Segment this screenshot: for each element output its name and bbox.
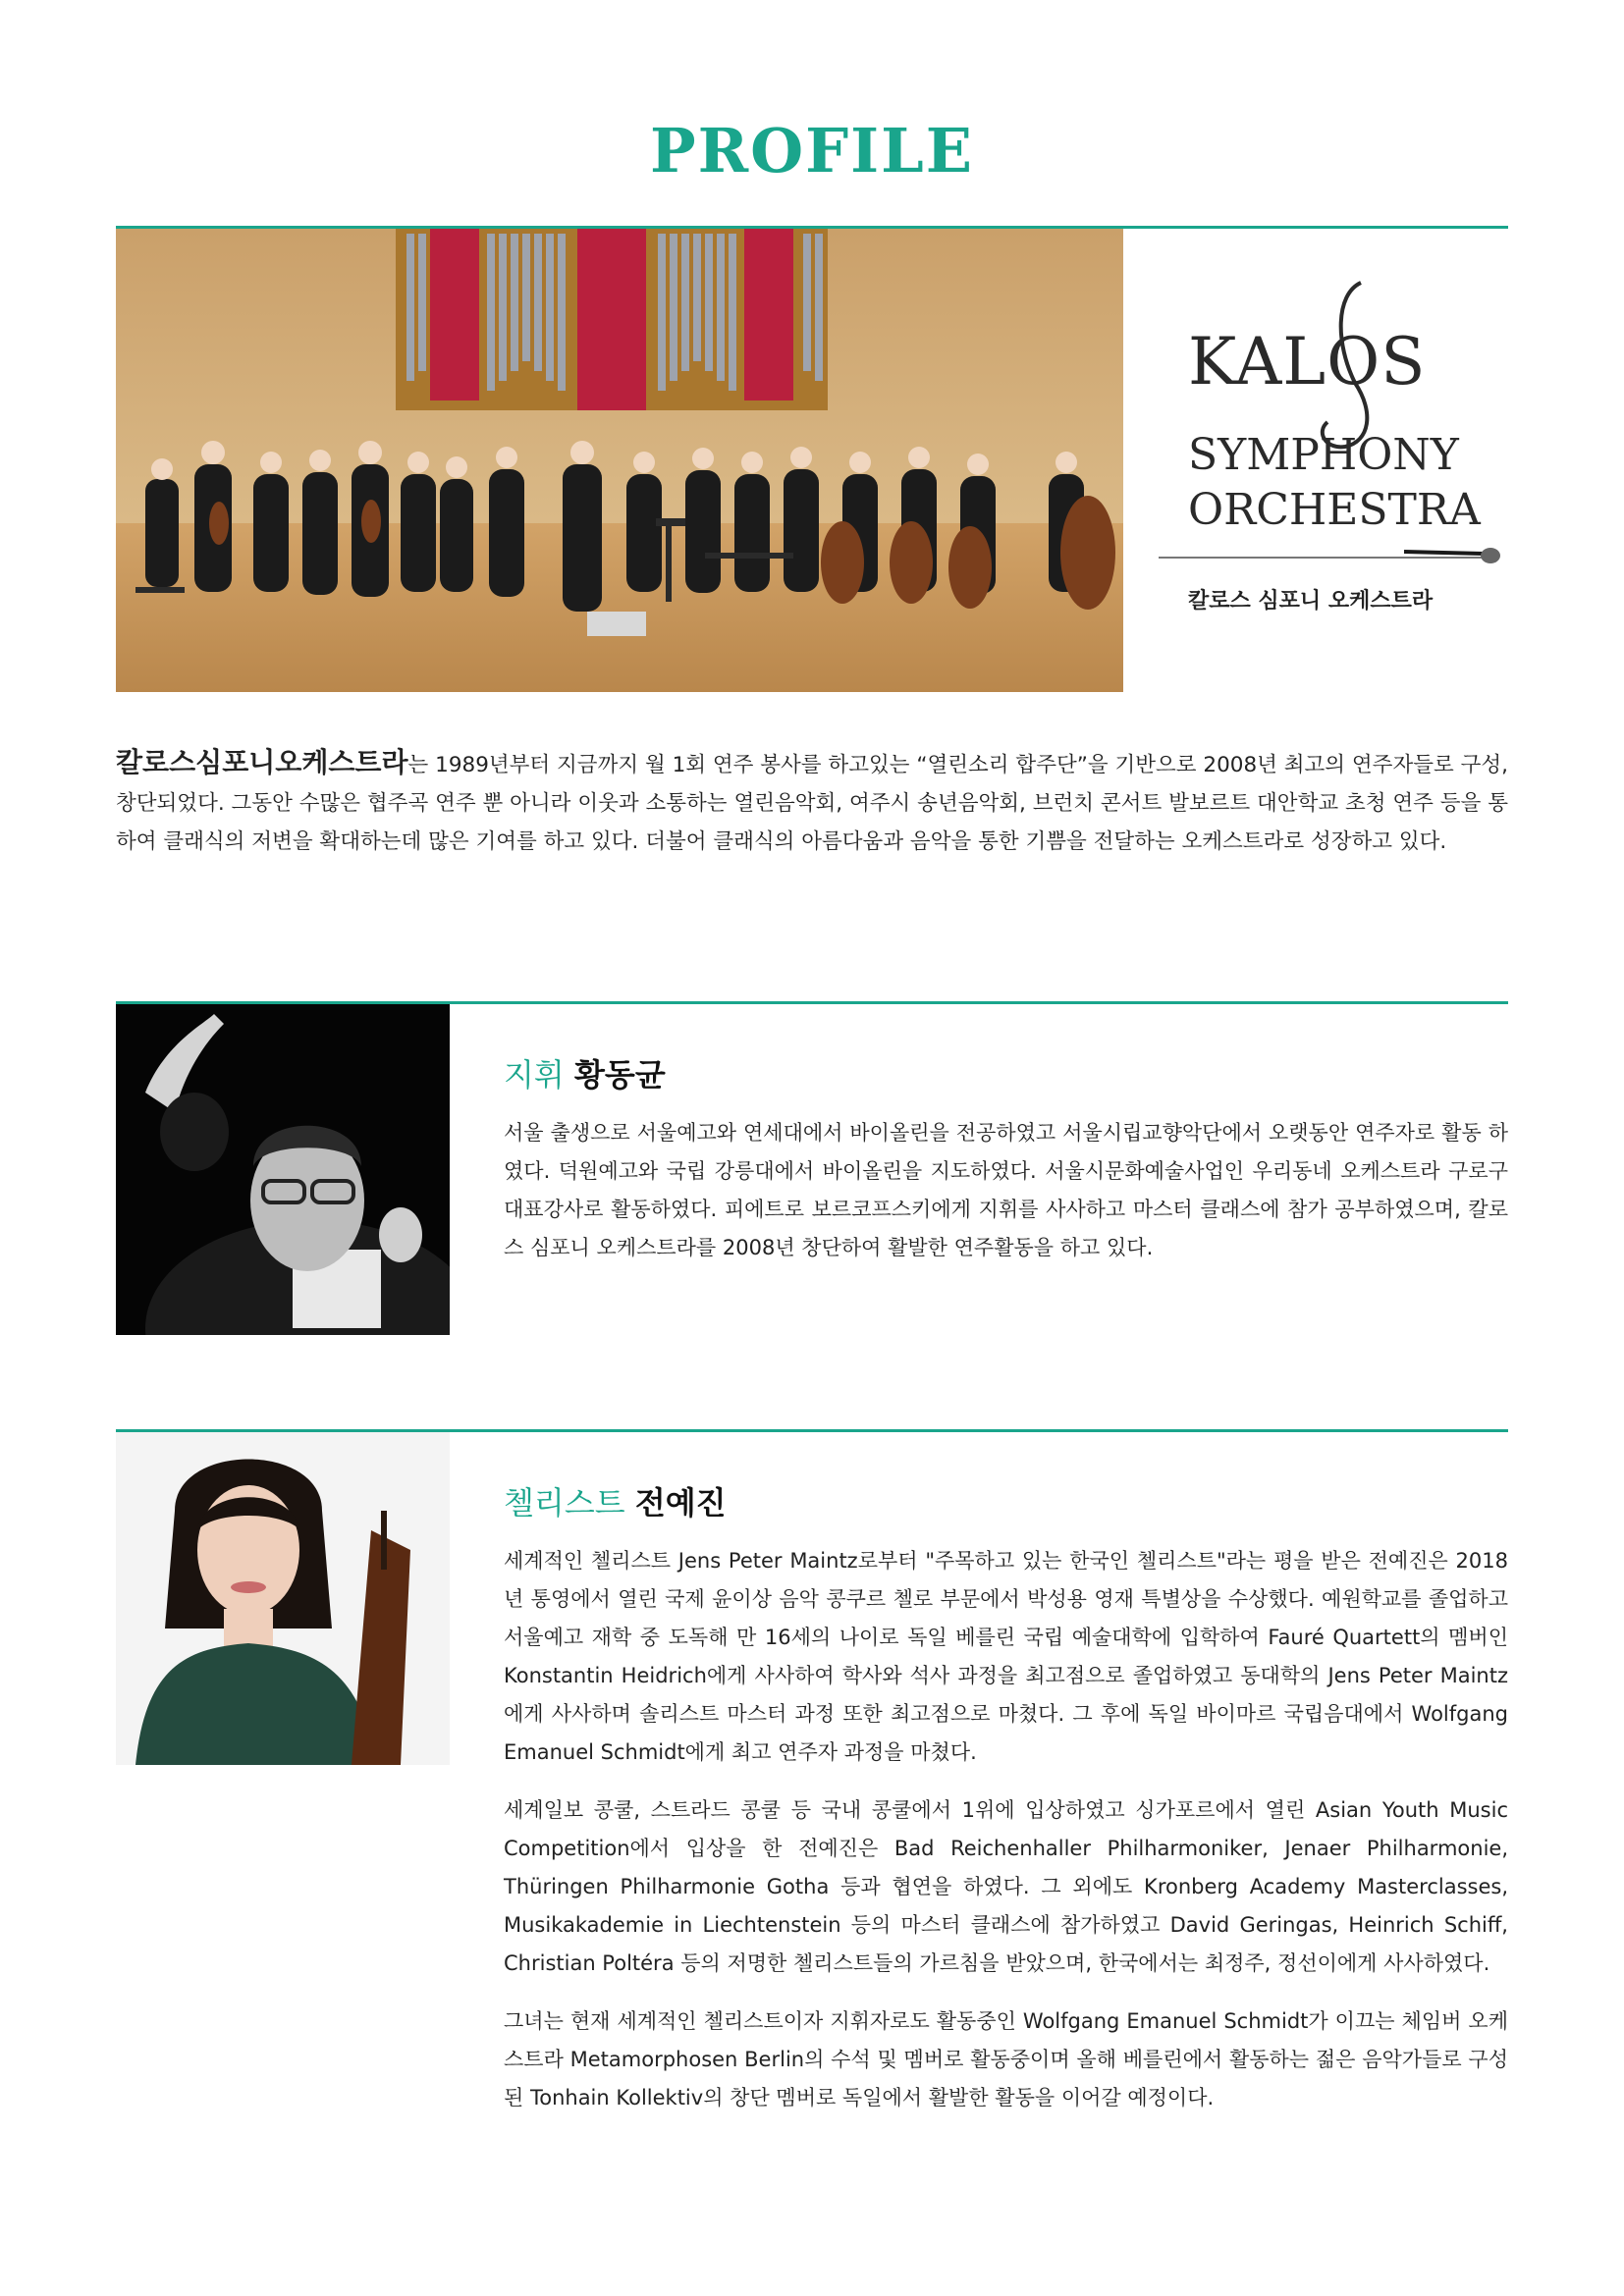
cellist-bio-paragraph-3: 그녀는 현재 세계적인 첼리스트이자 지휘자로도 활동중인 Wolfgang Emanuel Schmidt가 이끄는 체임버 오케스트라 Metamorphosen Berlin의 수석 및 멤버로 활동중이며 올해 베를린에서 활동하는 젊은 음악가들로 구성된 Tonhain Kollektiv의 창단 멤버로 독일에서 활발한 활동을 이어갈 예정이다. [504, 2009, 1508, 2109]
orchestra-intro-text: 는 1989년부터 지금까지 월 1회 연주 봉사를 하고있는 “열린소리 합주단”을 기반으로 2008년 최고의 연주자들로 구성, 창단되었다. 그동안 수많은 협주곡 연주 뿐 아니라 이웃과 소통하는 열린음악회, 여주시 송년음악회, 브런치 콘서트 발보르트 대안학교 초청 연주 등을 통하여 클래식의 저변을 확대하는데 많은 기여를 하고 있다. 더불어 클래식의 아름다움과 음악을 통한 기쁨을 전달하는 오케스트라로 성장하고 있다. [116, 753, 1508, 854]
cellist-portrait [116, 1432, 450, 1765]
page-title: PROFILE [649, 115, 975, 187]
cellist-bio-paragraph-2: 세계일보 콩쿨, 스트라드 콩쿨 등 국내 콩쿨에서 1위에 입상하였고 싱가포르에서 열린 Asian Youth Music Competition에서 입상을 한 전예진은 Bad Reichenhaller Philharmoniker, Jenaer Philharmonie, Thüringen Philharmonie Gotha 등과 협연을 하였다. 그 외에도 Kronberg Academy Masterclasses, Musikakademie in Liechtenstein 등의 마스터 클래스에 참가하였고 David Geringas, Heinrich Schiff, Christian Poltéra 등의 저명한 첼리스트들의 가르침을 받았으며, 한국에서는 최정주, 정선이에게 사사하였다. [504, 1798, 1508, 1975]
cellist-bio-paragraph-1: 세계적인 첼리스트 Jens Peter Maintz로부터 "주목하고 있는 한국인 첼리스트"라는 평을 받은 전예진은 2018년 통영에서 열린 국제 윤이상 음악 콩쿠르 첼로 부문에서 박성용 영재 특별상을 수상했다. 예원학교를 졸업하고 서울예고 재학 중 도독해 만 16세의 나이로 독일 베를린 국립 예술대학에 입학하여 Fauré Quartett의 멤버인 Konstantin Heidrich에게 사사하여 학사와 석사 과정을 최고점으로 졸업하였고 동대학의 Jens Peter Maintz에게 사사하며 솔리스트 마스터 과정 또한 최고점으로 마쳤다. 그 후에 독일 바이마르 국립음대에서 Wolfgang Emanuel Schmidt에게 최고 연주자 과정을 마쳤다. [504, 1549, 1508, 1764]
cellist-role: 첼리스트 [504, 1484, 625, 1522]
logo-orchestra-text: ORCHESTRA [1188, 485, 1481, 535]
logo-kalos-text: KALOS [1188, 324, 1427, 400]
conductor-name: 황동균 [574, 1056, 666, 1094]
logo-korean-text: 칼로스 심포니 오케스트라 [1188, 589, 1434, 614]
conductor-portrait [116, 1004, 450, 1335]
logo-symphony-text: SYMPHONY [1188, 430, 1459, 480]
orchestra-intro [116, 743, 1508, 861]
conductor-bio-text: 서울 출생으로 서울예고와 연세대에서 바이올린을 전공하였고 서울시립교향악단에서 오랫동안 연주자로 활동 하였다. 덕원예고와 국립 강릉대에서 바이올린을 지도하였다. 서울시문화예술사업인 우리동네 오케스트라 구로구 대표강사로 활동하였다. 피에트로 보르코프스키에게 지휘를 사사하고 마스터 클래스에 참가 공부하였으며, 칼로스 심포니 오케스트라를 2008년 창단하여 활발한 연주활동을 하고 있다. [504, 1121, 1508, 1259]
cellist-name: 전예진 [634, 1484, 727, 1522]
conductor-bio [504, 1053, 1508, 1287]
conductor-role: 지휘 [504, 1056, 565, 1094]
orchestra-logo [1159, 275, 1508, 628]
orchestra-photo [116, 229, 1123, 692]
cellist-heading [504, 1481, 1508, 1524]
orchestra-name: 칼로스심포니오케스트라 [116, 746, 408, 778]
cellist-bio [504, 1481, 1508, 2137]
conductor-heading [504, 1053, 1508, 1096]
